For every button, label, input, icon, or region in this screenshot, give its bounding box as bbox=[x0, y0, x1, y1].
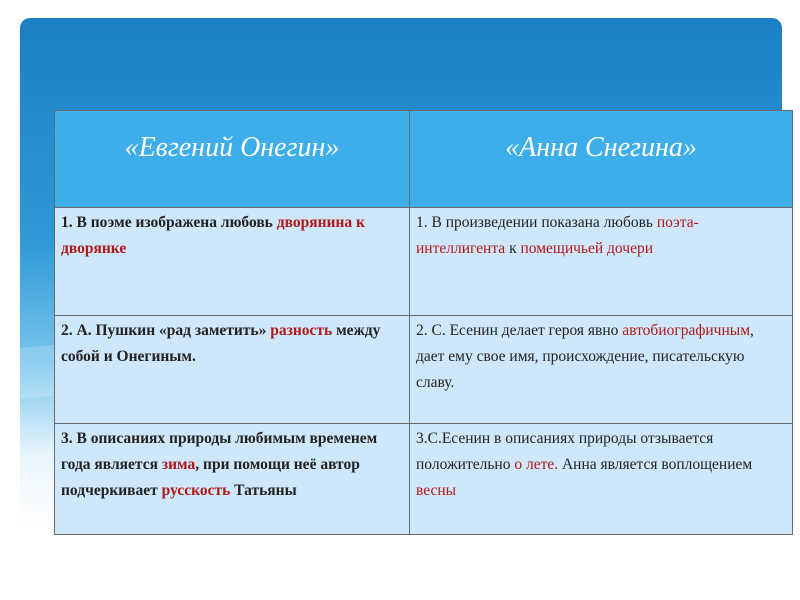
text-span: между собой и Онегиным. bbox=[61, 322, 381, 365]
header-evgeny-onegin: «Евгений Онегин» bbox=[55, 111, 410, 208]
text-span-highlight: о лете. bbox=[514, 456, 559, 473]
text-span-highlight: разность bbox=[270, 322, 333, 339]
text-span-highlight: весны bbox=[416, 482, 457, 499]
table-row bbox=[55, 424, 793, 535]
cell-row1-left bbox=[55, 208, 410, 316]
cell-row2-left bbox=[55, 316, 410, 424]
text-span-highlight: зима bbox=[161, 456, 196, 473]
text-span: Анна является воплощением bbox=[558, 456, 753, 473]
text-span-highlight: поэта-интеллигента bbox=[416, 214, 699, 257]
cell-row3-right bbox=[410, 424, 793, 535]
cell-row1-right bbox=[410, 208, 793, 316]
text-span-highlight: помещичьей дочери bbox=[520, 240, 654, 257]
text-span: , дает ему свое имя, происхождение, писательскую славу. bbox=[416, 322, 754, 391]
text-span: 1. В поэме изображена любовь bbox=[61, 214, 277, 231]
text-span-highlight: автобиографичным bbox=[622, 322, 750, 339]
cell-row2-right bbox=[410, 316, 793, 424]
table-header-row bbox=[55, 111, 793, 208]
text-span: 2. С. Есенин делает героя явно bbox=[416, 322, 623, 339]
header-anna-snegina: «Анна Снегина» bbox=[410, 111, 793, 208]
comparison-table bbox=[54, 110, 793, 535]
text-span-highlight: русскость bbox=[161, 482, 231, 499]
text-span: 3. В описаниях природы любимым временем года является bbox=[61, 430, 378, 473]
text-span: к bbox=[505, 240, 521, 257]
text-span: 3.С.Есенин в описаниях природы отзывается положительно bbox=[416, 430, 714, 473]
text-span-highlight: дворянина к дворянке bbox=[61, 214, 365, 257]
text-span: 2. А. Пушкин «рад заметить» bbox=[61, 322, 271, 339]
table-row bbox=[55, 208, 793, 316]
text-span: 1. В произведении показана любовь bbox=[416, 214, 657, 231]
cell-row3-left bbox=[55, 424, 410, 535]
text-span: , при помощи неё автор подчеркивает bbox=[61, 456, 360, 499]
table-row bbox=[55, 316, 793, 424]
text-span: Татьяны bbox=[230, 482, 297, 499]
